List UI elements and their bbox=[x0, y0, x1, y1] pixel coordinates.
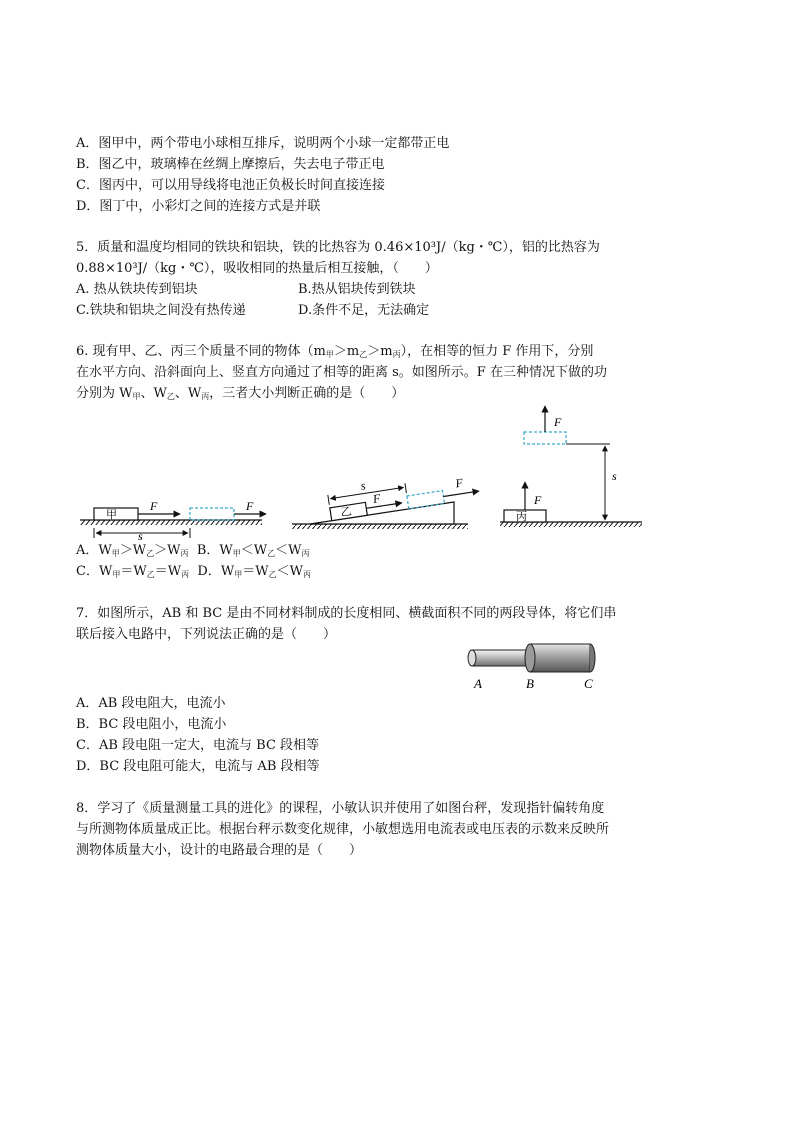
q5-stem-line2: 0.88×10³J/（kg・℃），吸收相同的热量后相互接触，（ ） bbox=[76, 261, 438, 276]
q5-option-c: C.铁块和铝块之间没有热传递 bbox=[76, 303, 246, 318]
q6-scene-vertical bbox=[500, 406, 642, 527]
block-bing-label: 丙 bbox=[516, 511, 527, 523]
q4-option-c: C．图丙中，可以用导线将电池正负极长时间直接连接 bbox=[76, 178, 385, 193]
force-label-5: F bbox=[534, 493, 542, 507]
q7-option-a: A．AB 段电阻大，电流小 bbox=[76, 696, 226, 711]
distance-label-1: s bbox=[138, 529, 143, 540]
q7-option-d: D．BC 段电阻可能大，电流与 AB 段相等 bbox=[76, 759, 320, 774]
q6-line1-post: ），在相等的恒力 F 作用下，分别 bbox=[400, 344, 594, 359]
q6-stem-line1: 6. 现有甲、乙、丙三个质量不同的物体$(m_甲>m_乙>m_丙)$，在相等的恒力 F 作用下，分别 bbox=[76, 344, 594, 359]
block-jia-label: 甲 bbox=[106, 509, 117, 521]
q6-stem-line3: 分别为 $W_甲$、$W_乙$、$W_丙$，三者大小判断正确的是（ ） bbox=[76, 386, 405, 401]
q8-stem-line3: 测物体质量大小，设计的电路最合理的是（ ） bbox=[76, 843, 363, 858]
q8-stem-line1: 8．学习了《质量测量工具的进化》的课程，小敏认识并使用了如图台秤，发现指针偏转角度 bbox=[76, 801, 605, 816]
force-label-6: F bbox=[554, 415, 562, 429]
q4-option-b: B．图乙中，玻璃棒在丝绸上摩擦后，失去电子带正电 bbox=[76, 157, 385, 172]
q5-option-d: D.条件不足，无法确定 bbox=[298, 303, 430, 318]
q7-option-b: B．BC 段电阻小，电流小 bbox=[76, 717, 227, 732]
block-yi-label: 乙 bbox=[339, 505, 353, 520]
q6-line1-pre: 6. 现有甲、乙、丙三个质量不同的物体（m bbox=[76, 344, 326, 359]
q7-option-c: C．AB 段电阻一定大，电流与 BC 段相等 bbox=[76, 738, 320, 753]
q6-scene-horizontal bbox=[80, 499, 266, 540]
q4-option-d: D．图丁中，小彩灯之间的连接方式是并联 bbox=[76, 199, 321, 214]
force-label-3: F bbox=[371, 491, 382, 507]
force-label-2: F bbox=[246, 499, 254, 513]
force-label-4: F bbox=[454, 475, 464, 491]
q7-stem-line1: 7．如图所示，AB 和 BC 是由不同材料制成的长度相同、横截面积不同的两段导体，将它们串 bbox=[76, 606, 617, 621]
q7-stem-line2: 联后接入电路中，下列说法正确的是（ ） bbox=[76, 627, 337, 642]
q6-scene-incline bbox=[292, 461, 480, 529]
distance-label-3: s bbox=[612, 469, 617, 483]
q5-option-a: A. 热从铁块传到铝块 bbox=[76, 282, 198, 297]
q5-option-b: B.热从铝块传到铁块 bbox=[298, 282, 416, 297]
q4-option-a: A．图甲中，两个带电小球相互排斥，说明两个小球一定都带正电 bbox=[76, 136, 450, 151]
block-bing-moved bbox=[524, 432, 566, 444]
point-a-label: A bbox=[474, 676, 482, 691]
force-label-1: F bbox=[150, 499, 158, 513]
q6-figure bbox=[70, 400, 650, 540]
point-b-label: B bbox=[526, 676, 534, 691]
q6-stem-line2: 在水平方向、沿斜面向上、竖直方向通过了相等的距离 s。如图所示。F 在三种情况下做的功 bbox=[76, 365, 607, 380]
point-c-label: C bbox=[584, 676, 593, 691]
q6-options-row2: C．$W_甲=W_乙=W_丙$ D．$W_甲=W_乙<W_丙$ bbox=[76, 564, 311, 579]
block-jia-moved bbox=[190, 508, 234, 520]
q8-stem-line2: 与所测物体质量成正比。根据台秤示数变化规律，小敏想选用电流表或电压表的示数来反映所 bbox=[76, 822, 610, 837]
q6-options-row1: A．$W_甲>W_乙>W_丙$ B．$W_甲<W_乙<W_丙$ bbox=[76, 543, 310, 558]
q5-stem-line1: 5．质量和温度均相同的铁块和铝块，铁的比热容为 0.46×10³J/（kg・℃），铝的比热容为 bbox=[76, 240, 600, 255]
distance-label-2: s bbox=[359, 478, 367, 493]
conductor-bc bbox=[530, 644, 590, 672]
q7-conductor-figure bbox=[460, 640, 610, 692]
